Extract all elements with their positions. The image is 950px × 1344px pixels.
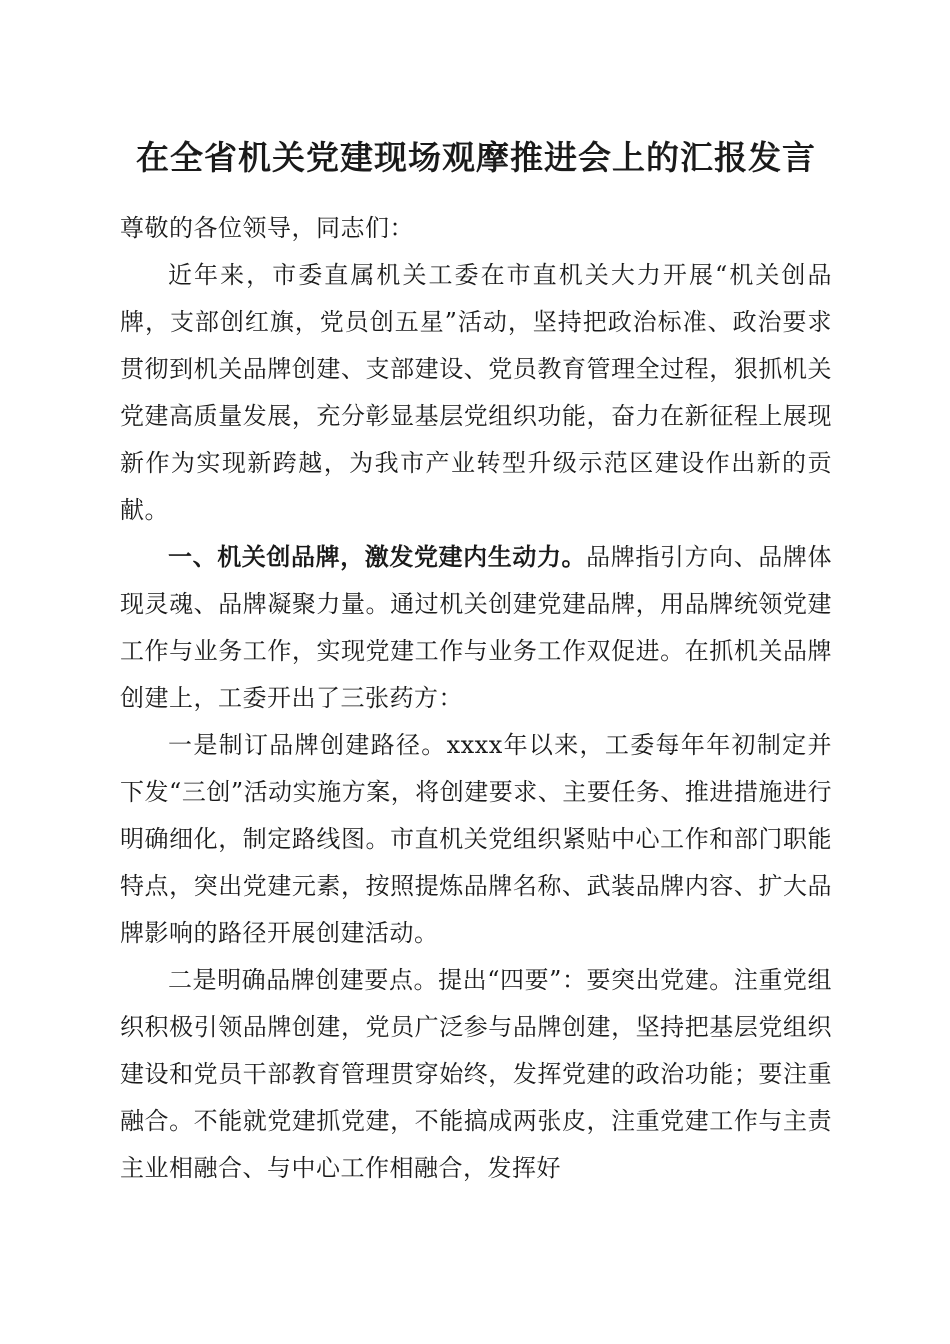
paragraph-text: 二是明确品牌创建要点。提出“四要”：要突出党建。注重党组织积极引领品牌创建，党员广泛参与品牌创建，坚持把基层党组织建设和党员干部教育管理贯穿始终，发挥党建的政治功能；要注重融合。不能就党建抓党建，不能搞成两张皮，注重党建工作与主责主业相融合、与中心工作相融合，发挥好	[120, 966, 832, 1182]
paragraph-text: 一是制订品牌创建路径。xxxx年以来，工委每年年初制定并下发“三创”活动实施方案，将创建要求、主要任务、推进措施进行明确细化，制定路线图。市直机关党组织紧贴中心工作和部门职能特点，突出党建元素，按照提炼品牌名称、武装品牌内容、扩大品牌影响的路径开展创建活动。	[120, 731, 832, 947]
paragraph-point-one	[120, 722, 832, 957]
section-heading: 一、机关创品牌，激发党建内生动力。	[168, 543, 587, 571]
document-title: 在全省机关党建现场观摩推进会上的汇报发言	[136, 138, 816, 177]
paragraph-point-two	[120, 957, 832, 1192]
paragraph-section-one	[120, 534, 832, 722]
paragraph-intro	[120, 252, 832, 534]
paragraph-text: 近年来，市委直属机关工委在市直机关大力开展“机关创品牌，支部创红旗，党员创五星”活动，坚持把政治标准、政治要求贯彻到机关品牌创建、支部建设、党员教育管理全过程，狠抓机关党建高质量发展，充分彰显基层党组织功能，奋力在新征程上展现新作为实现新跨越，为我市产业转型升级示范区建设作出新的贡献。	[120, 261, 832, 524]
document-body	[120, 205, 832, 1192]
paragraph-text: 品牌指引方向、品牌体现灵魂、品牌凝聚力量。通过机关创建党建品牌，用品牌统领党建工作与业务工作，实现党建工作与业务工作双促进。在抓机关品牌创建上，工委开出了三张药方：	[120, 543, 833, 712]
salutation: 尊敬的各位领导，同志们：	[120, 214, 414, 242]
